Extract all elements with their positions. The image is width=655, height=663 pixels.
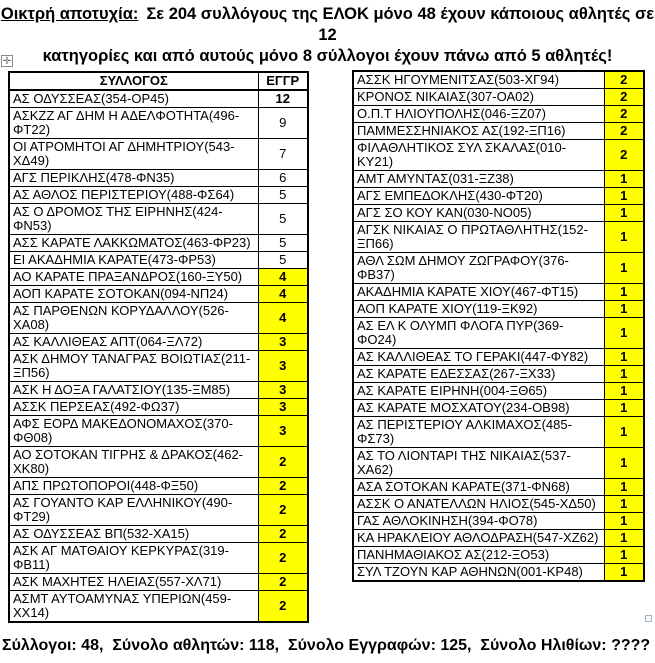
- club-name-cell: ΑΣ ΚΑΡΑΤΕ ΜΟΣΧΑΤΟΥ(234-ΟΒ98): [353, 400, 604, 417]
- registrations-cell: 4: [258, 303, 308, 334]
- club-name-cell: ΑΣΑ ΣΟΤΟΚΑΝ ΚΑΡΑΤΕ(371-ΦΝ68): [353, 479, 604, 496]
- registrations-cell: 1: [604, 205, 644, 222]
- registrations-cell: 3: [258, 351, 308, 382]
- club-name-cell: ΑΟ ΣΟΤΟΚΑΝ ΤΙΓΡΗΣ & ΔΡΑΚΟΣ(462-ΧΚ80): [9, 447, 258, 478]
- table-row: [353, 479, 644, 496]
- club-name-cell: ΑΣΚ ΑΓ ΜΑΤΘΑΙΟΥ ΚΕΡΚΥΡΑΣ(319-ΦΒ11): [9, 543, 258, 574]
- club-name-cell: ΑΓΣ ΕΜΠΕΔΟΚΛΗΣ(430-ΦΤ20): [353, 188, 604, 205]
- registrations-cell: 5: [258, 204, 308, 235]
- club-name-cell: Ο.Π.Τ ΗΛΙΟΥΠΟΛΗΣ(046-ΞΖ07): [353, 106, 604, 123]
- table-row: [353, 417, 644, 448]
- registrations-cell: 4: [258, 269, 308, 286]
- table-row: [353, 188, 644, 205]
- club-name-cell: ΓΑΣ ΑΘΛΟΚΙΝΗΣΗ(394-ΦΟ78): [353, 513, 604, 530]
- registrations-cell: 5: [258, 252, 308, 269]
- club-name-cell: ΑΣ ΚΑΛΛΙΘΕΑΣ ΤΟ ΓΕΡΑΚΙ(447-ΦΥ82): [353, 349, 604, 366]
- table-row: [9, 382, 308, 399]
- registrations-cell: 1: [604, 301, 644, 318]
- club-name-cell: ΑΣ ΚΑΡΑΤΕ ΕΙΡΗΝΗ(004-ΞΘ65): [353, 383, 604, 400]
- club-name-cell: ΑΟΠ ΚΑΡΑΤΕ ΣΟΤΟΚΑΝ(094-ΝΠ24): [9, 286, 258, 303]
- registrations-cell: 2: [258, 591, 308, 623]
- registrations-cell: 3: [258, 416, 308, 447]
- table-row: [9, 543, 308, 574]
- table-row: [353, 349, 644, 366]
- registrations-cell: 1: [604, 530, 644, 547]
- registrations-cell: 1: [604, 366, 644, 383]
- club-name-cell: ΑΣΚ ΔΗΜΟΥ ΤΑΝΑΓΡΑΣ ΒΟΙΩΤΙΑΣ(211-ΞΠ56): [9, 351, 258, 382]
- table-row: [9, 269, 308, 286]
- table-row: [353, 106, 644, 123]
- club-name-cell: ΑΟ ΚΑΡΑΤΕ ΠΡΑΞΑΝΔΡΟΣ(160-ΞΥ50): [9, 269, 258, 286]
- clubs-table-left: [8, 71, 309, 623]
- club-name-cell: ΑΣΣΚ ΠΕΡΣΕΑΣ(492-ΦΩ37): [9, 399, 258, 416]
- club-name-cell: ΟΙ ΑΤΡΟΜΗΤΟΙ ΑΓ ΔΗΜΗΤΡΙΟΥ(543-ΧΔ49): [9, 139, 258, 170]
- club-name-cell: ΚΡΟΝΟΣ ΝΙΚΑΙΑΣ(307-ΟΑ02): [353, 89, 604, 106]
- club-name-cell: ΑΣΚ Η ΔΟΞΑ ΓΑΛΑΤΣΙΟΥ(135-ΞΜ85): [9, 382, 258, 399]
- table-row: [353, 448, 644, 479]
- registrations-cell: 1: [604, 253, 644, 284]
- table-row: [353, 123, 644, 140]
- registrations-cell: 1: [604, 188, 644, 205]
- registrations-cell: 2: [258, 574, 308, 591]
- registrations-cell: 2: [604, 140, 644, 171]
- club-name-cell: ΑΠΣ ΠΡΩΤΟΠΟΡΟΙ(448-ΦΞ50): [9, 478, 258, 495]
- registrations-cell: 1: [604, 400, 644, 417]
- club-name-cell: ΑΣ ΠΕΡΙΣΤΕΡΙΟΥ ΑΛΚΙΜΑΧΟΣ(485-ΦΣ73): [353, 417, 604, 448]
- registrations-cell: 1: [604, 496, 644, 513]
- registrations-cell: 4: [258, 286, 308, 303]
- table-row: [353, 253, 644, 284]
- club-name-cell: ΑΜΤ ΑΜΥΝΤΑΣ(031-ΞΖ38): [353, 171, 604, 188]
- table-row: [9, 399, 308, 416]
- club-name-cell: ΑΣ Ο ΔΡΟΜΟΣ ΤΗΣ ΕΙΡΗΝΗΣ(424-ΦΝ53): [9, 204, 258, 235]
- table-row: [353, 496, 644, 513]
- table-row: [9, 286, 308, 303]
- registrations-cell: 1: [604, 564, 644, 582]
- summary-line: Σύλλογοι: 48, Σύνολο αθλητών: 118, Σύνολο Εγγραφών: 125, Σύνολο Ηλιθίων: ????: [2, 637, 651, 654]
- club-name-cell: ΑΣΣΚ Ο ΑΝΑΤΕΛΛΩΝ ΗΛΙΟΣ(545-ΧΔ50): [353, 496, 604, 513]
- table-row: [353, 171, 644, 188]
- club-name-cell: ΦΙΛΑΘΛΗΤΙΚΟΣ ΣΥΛ ΣΚΑΛΑΣ(010-ΚΥ21): [353, 140, 604, 171]
- registrations-cell: 7: [258, 139, 308, 170]
- registrations-cell: 2: [258, 478, 308, 495]
- title-line-2: κατηγορίες και από αυτούς μόνο 8 σύλλογοι έχουν πάνω από 5 αθλητές!: [42, 47, 613, 65]
- club-name-cell: ΑΣΚΖΖ ΑΓ ΔΗΜ Η ΑΔΕΛΦΟΤΗΤΑ(496-ΦΤ22): [9, 108, 258, 139]
- table-row: [9, 139, 308, 170]
- table-row: [353, 400, 644, 417]
- registrations-cell: 1: [604, 171, 644, 188]
- registrations-cell: 1: [604, 318, 644, 349]
- table-row: [353, 71, 644, 89]
- title-lead: Οικτρή αποτυχία:: [0, 5, 139, 23]
- club-name-cell: ΑΓΣ ΣΟ ΚΟΥ ΚΑΝ(030-ΝΟ05): [353, 205, 604, 222]
- table-row: [9, 526, 308, 543]
- table-row: [353, 513, 644, 530]
- club-name-cell: ΑΣ ΟΔΥΣΣΕΑΣ ΒΠ(532-ΧΑ15): [9, 526, 258, 543]
- registrations-cell: 9: [258, 108, 308, 139]
- table-row: [353, 222, 644, 253]
- club-name-cell: ΑΣ ΚΑΛΛΙΘΕΑΣ ΑΠΤ(064-ΞΛ72): [9, 334, 258, 351]
- registrations-cell: 1: [604, 547, 644, 564]
- registrations-cell: 2: [604, 106, 644, 123]
- table-row: [353, 140, 644, 171]
- registrations-cell: 1: [604, 479, 644, 496]
- registrations-cell: 2: [604, 89, 644, 106]
- table-row: [9, 252, 308, 269]
- column-header-club: ΣΥΛΛΟΓΟΣ: [9, 72, 258, 90]
- club-name-cell: ΑΣ ΚΑΡΑΤΕ ΕΔΕΣΣΑΣ(267-ΞΧ33): [353, 366, 604, 383]
- club-name-cell: ΑΣ ΟΔΥΣΣΕΑΣ(354-ΟΡ45): [9, 90, 258, 108]
- table-row: [9, 303, 308, 334]
- table-row: [9, 334, 308, 351]
- registrations-cell: 1: [604, 222, 644, 253]
- title-line-1: [0, 4, 655, 46]
- club-name-cell: ΑΣ ΠΑΡΘΕΝΩΝ ΚΟΡΥΔΑΛΛΟΥ(526-ΧΑ08): [9, 303, 258, 334]
- title-line1-rest: Σε 204 συλλόγους της ΕΛΟΚ μόνο 48 έχουν κάποιους αθλητές σε 12: [146, 5, 655, 44]
- registrations-cell: 3: [258, 382, 308, 399]
- table-row: [9, 351, 308, 382]
- table-row: [353, 547, 644, 564]
- club-name-cell: ΑΣΜΤ ΑΥΤΟΑΜΥΝΑΣ ΥΠΕΡΙΩΝ(459-ΧΧ14): [9, 591, 258, 623]
- table-row: [353, 318, 644, 349]
- registrations-cell: 5: [258, 187, 308, 204]
- table-row: [353, 284, 644, 301]
- registrations-cell: 5: [258, 235, 308, 252]
- registrations-cell: 2: [604, 71, 644, 89]
- table-row: [9, 235, 308, 252]
- column-header-registrations: ΕΓΓΡ: [258, 72, 308, 90]
- club-name-cell: ΑΦΣ ΕΟΡΔ ΜΑΚΕΔΟΝΟΜΑΧΟΣ(370-ΦΘ08): [9, 416, 258, 447]
- registrations-cell: 1: [604, 284, 644, 301]
- registrations-cell: 2: [258, 495, 308, 526]
- club-name-cell: ΑΣ ΤΟ ΛΙΟΝΤΑΡΙ ΤΗΣ ΝΙΚΑΙΑΣ(537-ΧΑ62): [353, 448, 604, 479]
- registrations-cell: 2: [258, 543, 308, 574]
- table-row: [9, 478, 308, 495]
- table-header-row: [9, 72, 308, 90]
- table-row: [9, 204, 308, 235]
- table-row: [353, 89, 644, 106]
- table-row: [9, 187, 308, 204]
- club-name-cell: ΑΟΠ ΚΑΡΑΤΕ ΧΙΟΥ(119-ΞΚ92): [353, 301, 604, 318]
- table-row: [9, 90, 308, 108]
- page-title: [0, 4, 655, 67]
- registrations-cell: 12: [258, 90, 308, 108]
- club-name-cell: ΑΣ ΕΛ Κ ΟΛΥΜΠ ΦΛΟΓΑ ΠΥΡ(369-ΦΟ24): [353, 318, 604, 349]
- clubs-table-right: [352, 70, 645, 582]
- table-row: [9, 591, 308, 623]
- table-row: [353, 564, 644, 582]
- registrations-cell: 2: [258, 447, 308, 478]
- registrations-cell: 3: [258, 334, 308, 351]
- table-row: [9, 170, 308, 187]
- club-name-cell: ΑΓΣΚ ΝΙΚΑΙΑΣ Ο ΠΡΩΤΑΘΛΗΤΗΣ(152-ΞΠ66): [353, 222, 604, 253]
- table-row: [9, 108, 308, 139]
- registrations-cell: 1: [604, 417, 644, 448]
- club-name-cell: ΑΘΛ ΣΩΜ ΔΗΜΟΥ ΖΩΓΡΑΦΟΥ(376-ΦΒ37): [353, 253, 604, 284]
- registrations-cell: 2: [258, 526, 308, 543]
- club-name-cell: ΕΙ ΑΚΑΔΗΜΙΑ ΚΑΡΑΤΕ(473-ΦΡ53): [9, 252, 258, 269]
- club-name-cell: ΑΚΑΔΗΜΙΑ ΚΑΡΑΤΕ ΧΙΟΥ(467-ΦΤ15): [353, 284, 604, 301]
- registrations-cell: 2: [604, 123, 644, 140]
- registrations-cell: 1: [604, 349, 644, 366]
- registrations-cell: 1: [604, 448, 644, 479]
- registrations-cell: 1: [604, 513, 644, 530]
- club-name-cell: ΠΑΜΜΕΣΣΗΝΙΑΚΟΣ ΑΣ(192-ΞΠ16): [353, 123, 604, 140]
- club-name-cell: ΑΣ ΓΟΥΑΝΤΟ ΚΑΡ ΕΛΛΗΝΙΚΟΥ(490-ΦΤ29): [9, 495, 258, 526]
- club-name-cell: ΚΑ ΗΡΑΚΛΕΙΟΥ ΑΘΛΟΔΡΑΣΗ(547-ΧΖ62): [353, 530, 604, 547]
- table-row: [9, 416, 308, 447]
- table-row: [353, 301, 644, 318]
- club-name-cell: ΑΓΣ ΠΕΡΙΚΛΗΣ(478-ΦΝ35): [9, 170, 258, 187]
- table-row: [353, 205, 644, 222]
- club-name-cell: ΠΑΝΗΜΑΘΙΑΚΟΣ ΑΣ(212-ΞΟ53): [353, 547, 604, 564]
- club-name-cell: ΣΥΛ ΤΖΟΥΝ ΚΑΡ ΑΘΗΝΩΝ(001-ΚΡ48): [353, 564, 604, 582]
- club-name-cell: ΑΣ ΑΘΛΟΣ ΠΕΡΙΣΤΕΡΙΟΥ(488-ΦΣ64): [9, 187, 258, 204]
- table-row: [353, 366, 644, 383]
- club-name-cell: ΑΣΣΚ ΗΓΟΥΜΕΝΙΤΣΑΣ(503-ΧΓ94): [353, 71, 604, 89]
- table-resize-handle-icon[interactable]: [645, 615, 652, 622]
- table-row: [9, 574, 308, 591]
- registrations-cell: 1: [604, 383, 644, 400]
- table-move-handle-icon[interactable]: ✛: [2, 56, 12, 67]
- club-name-cell: ΑΣΣ ΚΑΡΑΤΕ ΛΑΚΚΩΜΑΤΟΣ(463-ΦΡ23): [9, 235, 258, 252]
- table-row: [353, 530, 644, 547]
- registrations-cell: 6: [258, 170, 308, 187]
- table-row: [353, 383, 644, 400]
- table-row: [9, 447, 308, 478]
- registrations-cell: 3: [258, 399, 308, 416]
- club-name-cell: ΑΣΚ ΜΑΧΗΤΕΣ ΗΛΕΙΑΣ(557-ΧΛ71): [9, 574, 258, 591]
- table-row: [9, 495, 308, 526]
